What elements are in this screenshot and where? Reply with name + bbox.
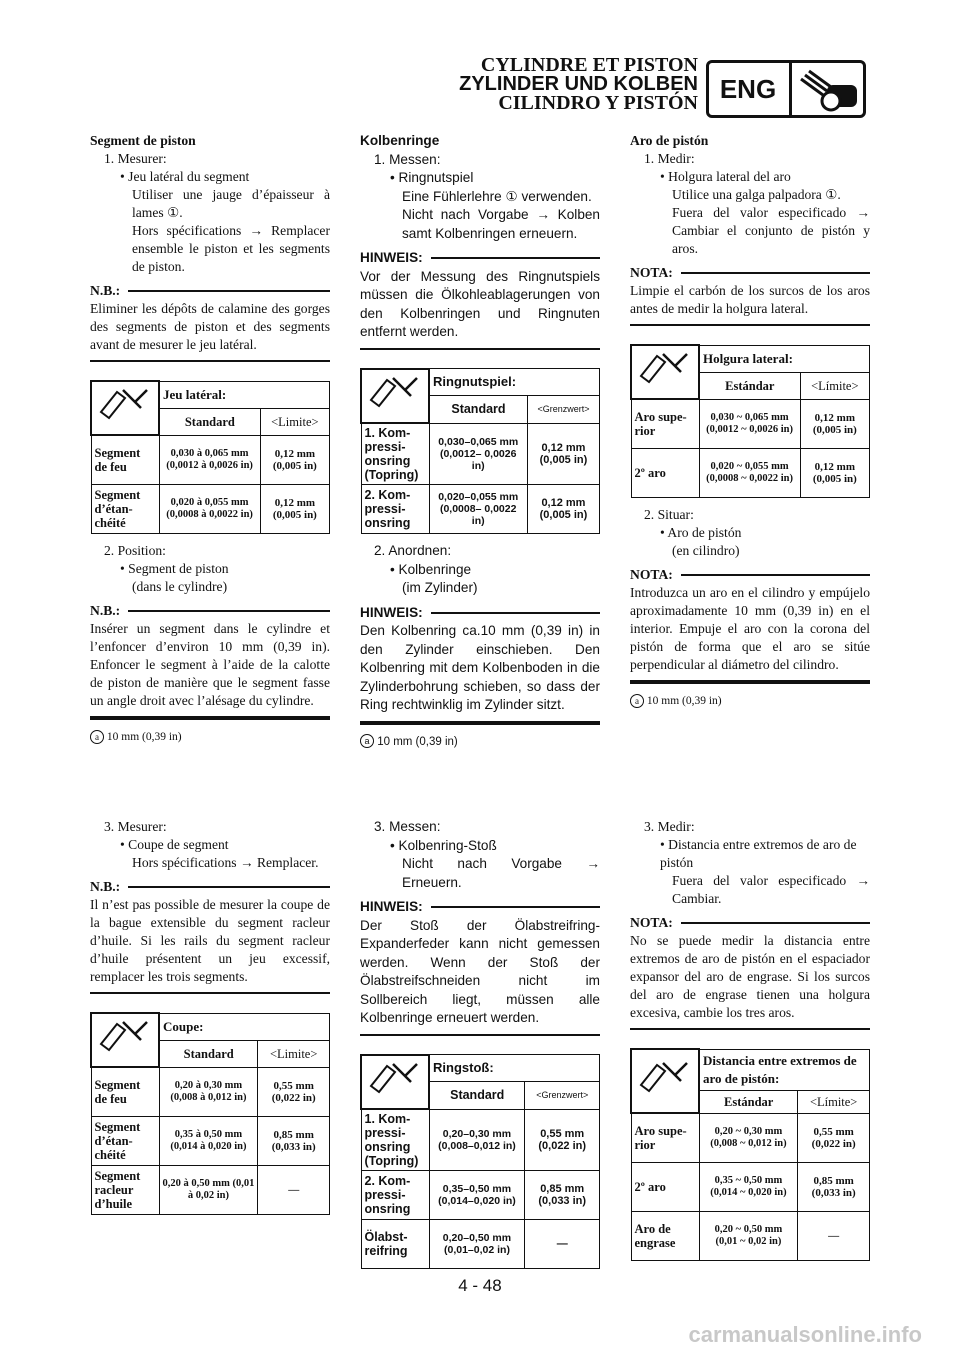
col-standard: Standard bbox=[159, 1040, 258, 1067]
note-text: Den Kolbenring ca.10 mm (0,39 in) in den Zylinder einschieben. Den Kolbenring mit dem Kolbenboden in die Zylinderbohrung schieben, so dass der Ring rechtwinklig im Zylinder sitzt. bbox=[360, 623, 600, 712]
step-2-detail: (dans le cylindre) bbox=[132, 579, 228, 594]
row-standard: 0,35 ~ 0,50 mm (0,014 ~ 0,020 in) bbox=[699, 1163, 798, 1212]
footnote bbox=[360, 723, 600, 752]
spec-table bbox=[630, 1048, 870, 1261]
step-3-detail: Nicht nach Vorgabe → Erneuern. bbox=[402, 856, 600, 890]
row-limit: 0,55 mm (0,022 in) bbox=[525, 1109, 600, 1171]
note-text: Vor der Messung des Ringnutspiels müssen die Ölkohleablagerungen von den Kolbenringen und Ringnuten entfernt werden. bbox=[360, 268, 600, 339]
column-de-bottom bbox=[360, 818, 600, 1269]
row-label: Segment de feu bbox=[91, 1067, 159, 1117]
step-3-detail: Hors spécifications → Remplacer. bbox=[132, 855, 319, 870]
column-es-top bbox=[630, 132, 870, 710]
row-label: Aro supe-rior bbox=[631, 399, 699, 449]
note-heading bbox=[360, 898, 600, 917]
eng-badge bbox=[706, 60, 866, 118]
step-2-item: • Segment de piston bbox=[120, 561, 229, 576]
row-standard: 0,030–0,065 mm (0,0012– 0,0026 in) bbox=[429, 423, 527, 485]
row-label: 2. Kom-pressi-onsring bbox=[361, 1171, 429, 1220]
row-limit: 0,12 mm (0,005 in) bbox=[800, 399, 869, 449]
wrench-icon bbox=[365, 372, 425, 414]
wrench-icon bbox=[95, 384, 155, 426]
step-1-item: • Holgura lateral del aro bbox=[660, 169, 791, 184]
table-row bbox=[361, 423, 600, 485]
spec-table bbox=[90, 1012, 330, 1215]
spec-table bbox=[360, 368, 600, 535]
row-limit: — bbox=[258, 1166, 330, 1215]
row-label: Aro supe-rior bbox=[631, 1113, 699, 1163]
step-1-detail: Utiliser une jauge d’épaisseur à lames ①. bbox=[132, 187, 330, 220]
row-limit: 0,12 mm (0,005 in) bbox=[260, 435, 329, 485]
table-heading: Ringstoß: bbox=[429, 1055, 600, 1082]
step-2-item: • Aro de pistón bbox=[660, 525, 742, 540]
col-limit: <Límite> bbox=[800, 372, 869, 399]
section-title: Segment de piston bbox=[90, 133, 196, 148]
row-label: 2º aro bbox=[631, 1163, 699, 1212]
header-title-fr: CYLINDRE ET PISTON bbox=[480, 54, 698, 76]
row-standard: 0,20–0,50 mm (0,01–0,02 in) bbox=[429, 1220, 525, 1269]
row-limit: 0,12 mm (0,005 in) bbox=[260, 485, 329, 534]
table-row bbox=[361, 1171, 600, 1220]
step-1-detail: Eine Fühlerlehre ① verwenden. bbox=[402, 188, 592, 204]
row-standard: 0,35 à 0,50 mm (0,014 à 0,020 in) bbox=[159, 1117, 258, 1166]
row-standard: 0,20 ~ 0,30 mm (0,008 ~ 0,012 in) bbox=[699, 1113, 798, 1163]
spec-table bbox=[90, 380, 330, 534]
table-heading: Ringnutspiel: bbox=[429, 369, 600, 396]
note-3 bbox=[360, 898, 600, 1036]
note-label: HINWEIS: bbox=[360, 899, 423, 914]
row-limit: — bbox=[525, 1220, 600, 1269]
note-2 bbox=[360, 604, 600, 723]
footnote-text: 10 mm (0,39 in) bbox=[646, 695, 722, 707]
note-3 bbox=[90, 878, 330, 994]
note-1 bbox=[360, 249, 600, 350]
step-1-detail: Utilice una galga palpadora ①. bbox=[672, 187, 841, 202]
note-text: No se puede medir la distancia entre extremos de aro de pistón en el espaciador expansor del aro de engrase. Si los surcos del aro de engrase tienen una holgura excesiva, cambie los tres aros. bbox=[630, 933, 870, 1020]
row-label: Segment d’étan-chéité bbox=[91, 1117, 159, 1166]
marker-a: a bbox=[90, 730, 104, 744]
col-standard: Standard bbox=[159, 408, 260, 435]
step-2-item: • Kolbenringe bbox=[390, 561, 472, 577]
table-row bbox=[631, 1113, 870, 1163]
note-1 bbox=[90, 282, 330, 362]
table-row bbox=[91, 435, 330, 485]
row-limit: 0,55 mm (0,022 in) bbox=[258, 1067, 330, 1117]
row-standard: 0,20 ~ 0,50 mm (0,01 ~ 0,02 in) bbox=[699, 1212, 798, 1261]
note-text: Introduzca un aro en el cilindro y empújelo aproximadamente 10 mm (0,39 in) en el interior. Empuje el aro con la corona del pistón de forma que el aro se sitúe perpendicular al diámetro del cilindro. bbox=[630, 585, 870, 672]
note-heading bbox=[360, 604, 600, 623]
section-title: Kolbenringe bbox=[360, 133, 440, 148]
note-heading bbox=[90, 282, 330, 300]
step-2-detail: (en cilindro) bbox=[672, 543, 740, 558]
row-standard: 0,020–0,055 mm (0,0008– 0,0022 in) bbox=[429, 485, 527, 534]
col-limit: <Limite> bbox=[258, 1040, 330, 1067]
row-label: Segment racleur d’huile bbox=[91, 1166, 159, 1215]
step-2: 2. Anordnen: bbox=[374, 543, 452, 558]
table-heading: Distancia entre extremos de aro de pistón: bbox=[699, 1049, 870, 1090]
table-row bbox=[91, 485, 330, 534]
note-text: Der Stoß der Ölabstreifring-Expanderfeder kann nicht gemessen werden. Wenn der Stoß der Ölabstreifschneiden nicht im Sollbereich liegt, müssen alle Kolbenringe erneuert werden. bbox=[360, 917, 600, 1025]
note-3 bbox=[630, 914, 870, 1030]
col-limit: <Limite> bbox=[260, 408, 329, 435]
spec-table bbox=[360, 1054, 600, 1270]
step-1-limit: Hors spécifications → Remplacer ensemble le piston et les segments de piston. bbox=[132, 223, 330, 274]
step-3-detail: Fuera del valor especificado → Cambiar. bbox=[672, 873, 870, 906]
step-1-item: • Jeu latéral du segment bbox=[120, 169, 250, 184]
step-3-item: • Coupe de segment bbox=[120, 837, 229, 852]
table-row bbox=[91, 1067, 330, 1117]
table-row bbox=[361, 485, 600, 534]
step-3: 3. Medir: bbox=[644, 819, 695, 834]
header-title-es: CILINDRO Y PISTÓN bbox=[498, 92, 698, 114]
marker-a: a bbox=[630, 694, 644, 708]
wrench-icon bbox=[635, 348, 695, 390]
row-limit: 0,85 mm (0,033 in) bbox=[258, 1117, 330, 1166]
row-standard: 0,20 à 0,30 mm (0,008 à 0,012 in) bbox=[159, 1067, 258, 1117]
note-label: NOTA: bbox=[630, 567, 673, 582]
step-3-item: • Distancia entre extremos de aro de pistón bbox=[660, 837, 857, 870]
note-label: N.B.: bbox=[90, 283, 121, 298]
engine-icon bbox=[797, 67, 863, 113]
col-limit: <Grenzwert> bbox=[527, 396, 599, 423]
note-heading bbox=[360, 249, 600, 268]
table-row bbox=[631, 1163, 870, 1212]
row-limit: 0,85 mm (0,033 in) bbox=[525, 1171, 600, 1220]
eng-label: ENG bbox=[719, 73, 777, 104]
row-limit: 0,12 mm (0,005 in) bbox=[527, 423, 599, 485]
row-label: 1. Kom-pressi-onsring (Topring) bbox=[361, 423, 429, 485]
table-row bbox=[91, 1117, 330, 1166]
col-standard: Estándar bbox=[699, 1090, 798, 1113]
note-heading bbox=[90, 878, 330, 896]
step-2: 2. Situar: bbox=[644, 507, 694, 522]
step-1-limit: Nicht nach Vorgabe → Kolben samt Kolbenringen erneuern. bbox=[402, 207, 600, 241]
step-1: 1. Medir: bbox=[644, 151, 695, 166]
row-limit: 0,85 mm (0,033 in) bbox=[798, 1163, 870, 1212]
spec-table bbox=[630, 344, 870, 498]
footnote-text: 10 mm (0,39 in) bbox=[106, 731, 182, 743]
row-standard: 0,030 à 0,065 mm (0,0012 à 0,0026 in) bbox=[159, 435, 260, 485]
note-text: Eliminer les dépôts de calamine des gorges des segments de piston et des segments avant de mesurer le jeu latéral. bbox=[90, 301, 330, 352]
footnote bbox=[90, 718, 330, 746]
marker-a: a bbox=[360, 734, 374, 748]
column-de-top bbox=[360, 132, 600, 751]
step-2-detail: (im Zylinder) bbox=[402, 580, 478, 595]
wrench-icon bbox=[365, 1058, 425, 1100]
step-1: 1. Messen: bbox=[374, 151, 441, 167]
step-1-limit: Fuera del valor especificado → Cambiar el conjunto de pistón y aros. bbox=[672, 205, 870, 256]
note-heading bbox=[90, 602, 330, 620]
step-1: 1. Mesurer: bbox=[104, 151, 167, 166]
row-standard: 0,030 ~ 0,065 mm (0,0012 ~ 0,0026 in) bbox=[699, 399, 800, 449]
table-heading: Jeu latéral: bbox=[159, 381, 330, 408]
row-label: 2. Kom-pressi-onsring bbox=[361, 485, 429, 534]
step-3: 3. Messen: bbox=[374, 819, 441, 834]
table-row bbox=[361, 1220, 600, 1269]
note-label: HINWEIS: bbox=[360, 250, 423, 265]
note-label: NOTA: bbox=[630, 265, 673, 280]
col-standard: Estándar bbox=[699, 372, 800, 399]
note-heading bbox=[630, 264, 870, 282]
row-label: 1. Kom-pressi-onsring (Topring) bbox=[361, 1109, 429, 1171]
note-2 bbox=[630, 566, 870, 682]
row-standard: 0,20–0,30 mm (0,008–0,012 in) bbox=[429, 1109, 525, 1171]
note-label: N.B.: bbox=[90, 603, 121, 618]
note-label: HINWEIS: bbox=[360, 604, 423, 620]
note-text: Limpie el carbón de los surcos de los aros antes de medir la holgura lateral. bbox=[630, 283, 870, 316]
column-fr-bottom bbox=[90, 818, 330, 1215]
note-heading bbox=[630, 914, 870, 932]
note-text: Insérer un segment dans le cylindre et l’enfoncer d’environ 10 mm (0,39 in). Enfoncer le segment à l’aide de la calotte de piston de manière que le segment fasse un angle droit avec l’alésage du cylindre. bbox=[90, 621, 330, 708]
row-label: Ölabst-reifring bbox=[361, 1220, 429, 1269]
step-2: 2. Position: bbox=[104, 543, 166, 558]
note-heading bbox=[630, 566, 870, 584]
table-row bbox=[631, 399, 870, 449]
row-standard: 0,35–0,50 mm (0,014–0,020 in) bbox=[429, 1171, 525, 1220]
wrench-icon bbox=[635, 1057, 695, 1099]
row-limit: 0,55 mm (0,022 in) bbox=[798, 1113, 870, 1163]
note-2 bbox=[90, 602, 330, 718]
footnote bbox=[630, 682, 870, 710]
section-title: Aro de pistón bbox=[630, 133, 709, 148]
col-limit: <Límite> bbox=[798, 1090, 870, 1113]
page-number: 4 - 48 bbox=[458, 1276, 502, 1295]
row-label: 2º aro bbox=[631, 449, 699, 498]
table-row bbox=[631, 1212, 870, 1261]
row-standard: 0,020 ~ 0,055 mm (0,0008 ~ 0,0022 in) bbox=[699, 449, 800, 498]
step-1-item: • Ringnutspiel bbox=[390, 170, 474, 185]
row-limit: 0,12 mm (0,005 in) bbox=[527, 485, 599, 534]
step-3-item: • Kolbenring-Stoß bbox=[390, 837, 497, 853]
step-3: 3. Mesurer: bbox=[104, 819, 167, 834]
col-standard: Standard bbox=[429, 396, 527, 423]
wrench-icon bbox=[95, 1016, 155, 1058]
row-label: Segment d’étan-chéité bbox=[91, 485, 159, 534]
table-heading: Holgura lateral: bbox=[699, 345, 870, 372]
table-heading: Coupe: bbox=[159, 1013, 330, 1040]
row-limit: 0,12 mm (0,005 in) bbox=[800, 449, 869, 498]
header-title-de: ZYLINDER UND KOLBEN bbox=[459, 73, 698, 95]
footnote-text: 10 mm (0,39 in) bbox=[377, 735, 458, 748]
row-standard: 0,20 à 0,50 mm (0,01 à 0,02 in) bbox=[159, 1166, 258, 1215]
watermark: carmanualsonline.info bbox=[688, 1322, 922, 1347]
column-es-bottom bbox=[630, 818, 870, 1261]
row-label: Aro de engrase bbox=[631, 1212, 699, 1261]
col-limit: <Grenzwert> bbox=[525, 1082, 600, 1109]
note-label: N.B.: bbox=[90, 879, 121, 894]
row-limit: — bbox=[798, 1212, 870, 1261]
note-text: Il n’est pas possible de mesurer la coupe de la bague extensible du segment racleur d’huile. Si les rails du segment racleur d’huile présentent un jeu excessif, remplacer les trois segments. bbox=[90, 897, 330, 984]
row-standard: 0,020 à 0,055 mm (0,0008 à 0,0022 in) bbox=[159, 485, 260, 534]
table-row bbox=[91, 1166, 330, 1215]
table-row bbox=[361, 1109, 600, 1171]
column-fr-top bbox=[90, 132, 330, 746]
table-row bbox=[631, 449, 870, 498]
row-label: Segment de feu bbox=[91, 435, 159, 485]
col-standard: Standard bbox=[429, 1082, 525, 1109]
note-label: NOTA: bbox=[630, 915, 673, 930]
note-1 bbox=[630, 264, 870, 326]
